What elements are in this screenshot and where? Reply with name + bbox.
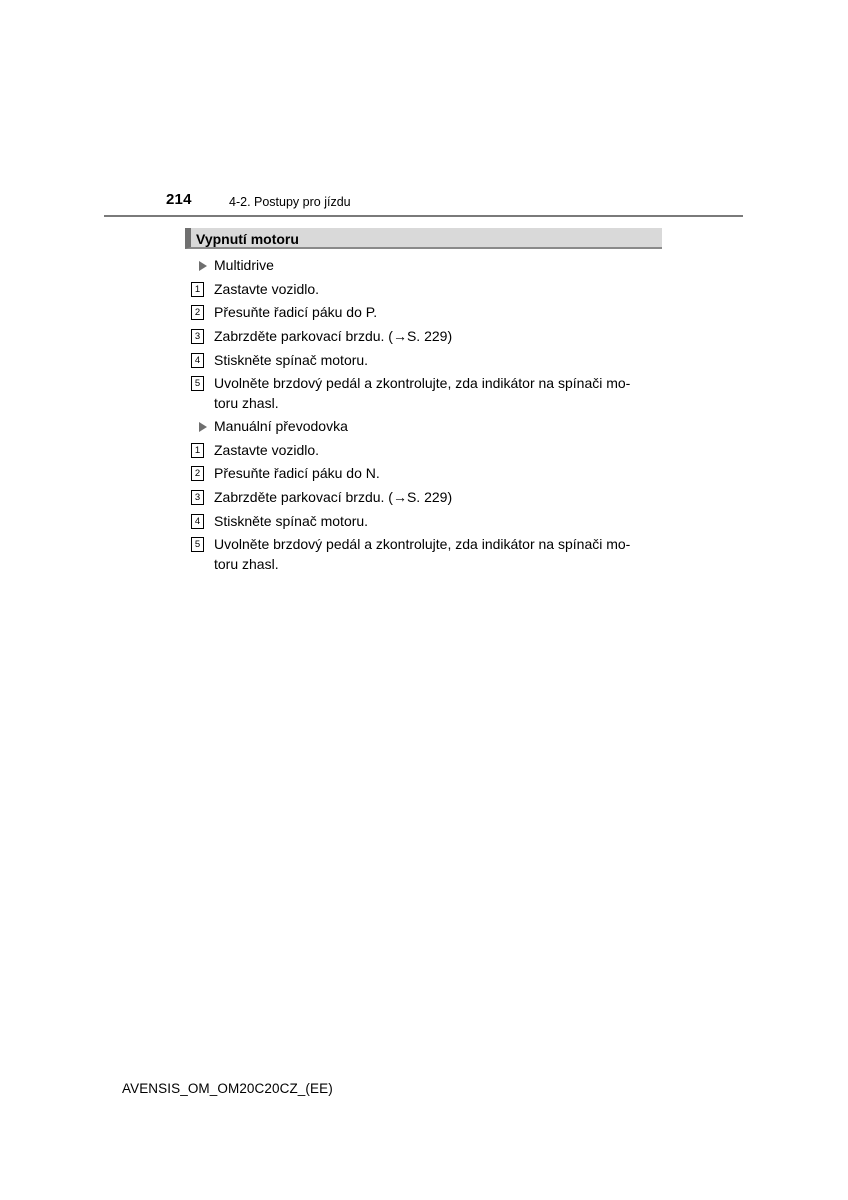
step-text: Zabrzděte parkovací brzdu. (→S. 229)	[214, 328, 453, 344]
subheading-manual-transmission	[199, 416, 348, 436]
step-text: Stiskněte spínač motoru.	[214, 513, 369, 529]
step-number-box: 2	[191, 466, 204, 481]
triangle-bullet-icon	[199, 261, 207, 271]
header-divider	[104, 215, 743, 217]
step-text: Zastavte vozidlo.	[214, 281, 320, 297]
subheading-label: Manuální převodovka	[214, 418, 348, 434]
step-text-continuation: toru zhasl.	[214, 395, 279, 411]
step-text: Stiskněte spínač motoru.	[214, 352, 369, 368]
subheading-label: Multidrive	[214, 257, 274, 273]
step-number-box: 4	[191, 353, 204, 368]
step-text: Zabrzděte parkovací brzdu. (→S. 229)	[214, 489, 453, 505]
step-text: Uvolněte brzdový pedál a zkontrolujte, zda indikátor na spínači mo-	[214, 375, 631, 391]
document-code: AVENSIS_OM_OM20C20CZ_(EE)	[122, 1081, 333, 1096]
step-number-box: 3	[191, 329, 204, 344]
step-text: Uvolněte brzdový pedál a zkontrolujte, zda indikátor na spínači mo-	[214, 536, 631, 552]
step-text-continuation: toru zhasl.	[214, 556, 279, 572]
section-heading	[185, 228, 662, 249]
section-path: 4-2. Postupy pro jízdu	[229, 195, 351, 209]
page-number: 214	[166, 191, 192, 208]
step-number-box: 4	[191, 514, 204, 529]
section-heading-title: Vypnutí motoru	[196, 231, 299, 247]
step-text: Zastavte vozidlo.	[214, 442, 320, 458]
step-text: Přesuňte řadicí páku do N.	[214, 465, 380, 481]
step-number-box: 1	[191, 282, 204, 297]
step-text: Přesuňte řadicí páku do P.	[214, 304, 378, 320]
triangle-bullet-icon	[199, 422, 207, 432]
step-number-box: 2	[191, 305, 204, 320]
step-number-box: 1	[191, 443, 204, 458]
step-number-box: 3	[191, 490, 204, 505]
subheading-multidrive	[199, 255, 274, 275]
step-number-box: 5	[191, 537, 204, 552]
step-number-box: 5	[191, 376, 204, 391]
